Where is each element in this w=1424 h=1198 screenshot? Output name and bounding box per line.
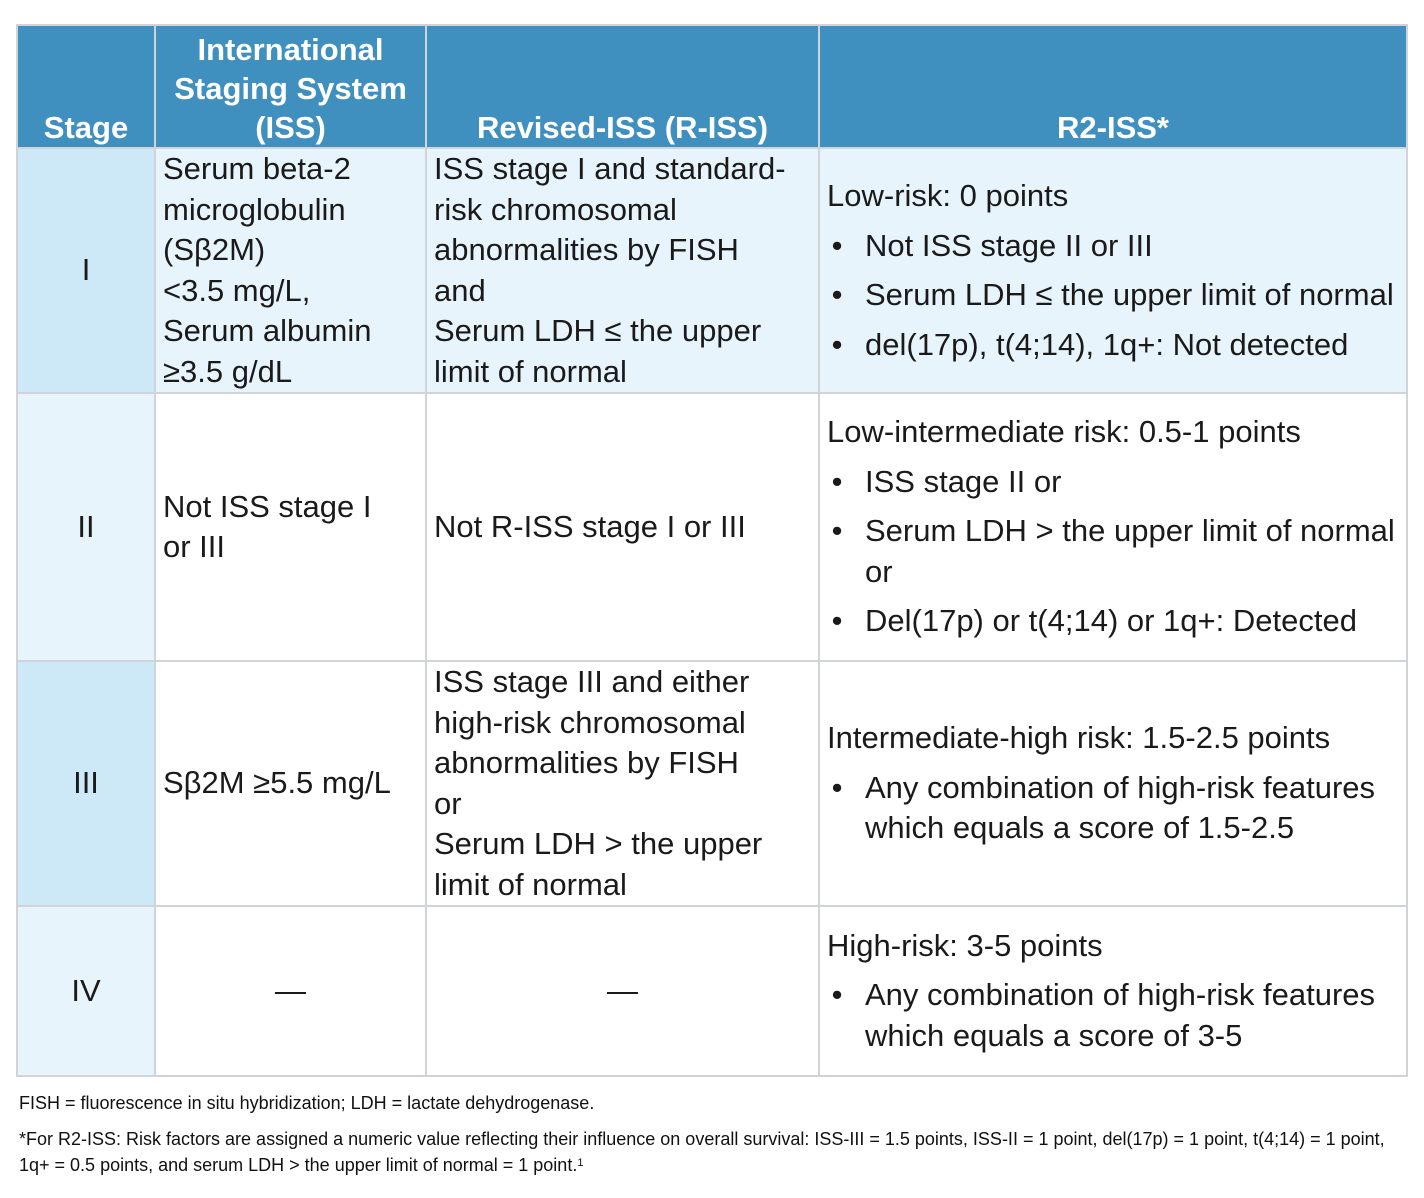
riss-cell [426, 393, 819, 661]
list-item-text: Serum LDH ≤ the upper limit of normal [865, 277, 1394, 312]
riss-line: abnormalities by FISH [434, 232, 739, 267]
riss-line: — [607, 972, 638, 1008]
list-item-text: Serum LDH > the upper limit of normal or [865, 513, 1395, 589]
list-item [827, 768, 1399, 849]
iss-cell [155, 393, 426, 661]
list-item-text: Any combination of high-risk features which equals a score of 1.5-2.5 [865, 769, 1376, 846]
iss-cell [155, 906, 426, 1076]
riss-line: and [434, 272, 486, 308]
bullet-icon: • [831, 603, 843, 639]
iss-line: ≥3.5 g/dL [163, 353, 293, 389]
r2-iss-cell [819, 393, 1407, 661]
table-row [17, 661, 1407, 906]
r2-risk-heading: Low-intermediate risk: 0.5-1 points [827, 414, 1301, 450]
header-riss: Revised-ISS (R-ISS) [426, 25, 819, 148]
riss-cell [426, 661, 819, 906]
list-item [827, 601, 1399, 642]
riss-line: high-risk chromosomal [434, 704, 746, 740]
riss-line: limit of normal [434, 353, 627, 389]
riss-line: or [434, 785, 462, 821]
bullet-icon: • [831, 227, 843, 263]
list-item [827, 325, 1399, 366]
bullet-icon: • [831, 977, 843, 1013]
iss-line: Sβ2M ≥5.5 mg/L [163, 765, 391, 801]
iss-line: or III [163, 529, 226, 564]
stage-cell: I [17, 148, 155, 393]
list-item-text: Any combination of high-risk features which equals a score of 3-5 [865, 977, 1376, 1053]
iss-line: microglobulin [163, 191, 346, 227]
riss-line: risk chromosomal [434, 191, 677, 227]
r2-criteria-list [827, 226, 1399, 366]
bullet-icon: • [831, 513, 843, 549]
list-item [827, 975, 1399, 1056]
bullet-icon: • [831, 463, 843, 499]
stage-cell: II [17, 393, 155, 661]
r2-risk-heading: High-risk: 3-5 points [827, 927, 1103, 963]
list-item-text: Del(17p) or t(4;14) or 1q+: Detected [865, 603, 1357, 639]
stage-cell: IV [17, 906, 155, 1076]
list-item [827, 511, 1399, 592]
table-row [17, 906, 1407, 1076]
list-item [827, 462, 1399, 503]
r2-risk-heading: Intermediate-high risk: 1.5-2.5 points [827, 720, 1331, 756]
riss-line: ISS stage III and either [434, 664, 750, 699]
iss-line: Not ISS stage I [163, 488, 372, 524]
r2-iss-cell [819, 148, 1407, 393]
list-item [827, 275, 1399, 316]
header-row [17, 25, 1407, 148]
riss-line: Serum LDH ≤ the upper [434, 313, 762, 348]
list-item [827, 226, 1399, 267]
r2-footnote [19, 1126, 1409, 1178]
bullet-icon: • [831, 277, 843, 312]
r2-iss-cell [819, 661, 1407, 906]
iss-cell [155, 661, 426, 906]
iss-line: <3.5 mg/L, [163, 272, 311, 308]
r2-risk-heading: Low-risk: 0 points [827, 178, 1069, 213]
r2-criteria-list [827, 462, 1399, 642]
riss-line: abnormalities by FISH [434, 745, 739, 780]
header-r2-iss: R2-ISS* [819, 25, 1407, 148]
r2-criteria-list [827, 768, 1399, 849]
iss-line: Serum albumin [163, 313, 372, 348]
iss-cell [155, 148, 426, 393]
stage-cell: III [17, 661, 155, 906]
riss-line: Not R-ISS stage I or III [434, 508, 746, 544]
footnotes [19, 1090, 1409, 1178]
list-item-text: del(17p), t(4;14), 1q+: Not detected [865, 326, 1349, 362]
iss-line: Serum beta-2 [163, 151, 351, 186]
r2-criteria-list [827, 975, 1399, 1056]
abbreviation-note: FISH = fluorescence in situ hybridization; LDH = lactate dehydrogenase. [19, 1093, 595, 1113]
table-row [17, 393, 1407, 661]
reference-marker: 1 [577, 1157, 584, 1169]
riss-line: Serum LDH > the upper [434, 826, 763, 861]
iss-line: — [275, 972, 306, 1008]
header-iss: International Staging System (ISS) [155, 25, 426, 148]
riss-cell [426, 906, 819, 1076]
iss-line: (Sβ2M) [163, 232, 266, 267]
staging-table [16, 24, 1408, 1077]
r2-footnote-text: *For R2-ISS: Risk factors are assigned a numeric value reflecting their influence on overall survival: ISS-III = 1.5 points, ISS-II = 1 point, del(17p) = 1 point, t(4;14) = 1 point, 1q+ = 0.5 points, and serum LDH > the upper limit of normal = 1 point. [19, 1129, 1385, 1175]
riss-line: limit of normal [434, 866, 627, 902]
table-row [17, 148, 1407, 393]
riss-line: ISS stage I and standard- [434, 151, 786, 186]
bullet-icon: • [831, 769, 843, 805]
r2-iss-cell [819, 906, 1407, 1076]
table-body [17, 148, 1407, 1076]
list-item-text: Not ISS stage II or III [865, 227, 1153, 263]
header-stage: Stage [17, 25, 155, 148]
list-item-text: ISS stage II or [865, 463, 1062, 499]
riss-cell [426, 148, 819, 393]
bullet-icon: • [831, 326, 843, 362]
